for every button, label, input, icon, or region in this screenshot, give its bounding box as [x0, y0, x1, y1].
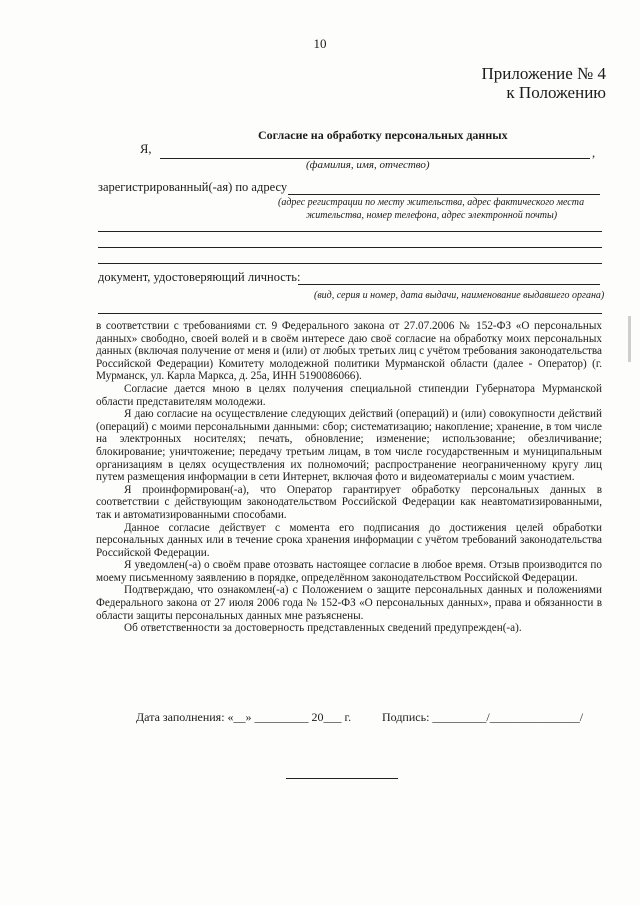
signature-field[interactable]: Подпись: _________/_______________/ — [382, 710, 584, 724]
document-field-line-1[interactable] — [298, 284, 600, 285]
address-label: зарегистрированный(-ая) по адресу — [98, 180, 288, 194]
paragraph-guarantee: Я проинформирован(-а), что Оператор гарантирует обработку персональных данных в соответствии с действующим законодательством Российской Федерации как неавтоматизированными, так и автоматизированными способами. — [96, 483, 602, 521]
address-hint-2: жительства, номер телефона, адрес электронной почты) — [306, 210, 558, 221]
page-number: 10 — [313, 36, 327, 51]
address-field-line-3[interactable] — [98, 247, 602, 248]
paragraph-actions: Я даю согласие на осуществление следующих действий (операций) и (или) совокупности действий (операций) с моими персональными данными: сбор; систематизацию; накопление; хранение, в том числе на электронных носителях; печать, обновление; изменение; использование; обезличивание; блокирование; уничтожение; передачу третьим лицам, в том числе государственным и муниципальным организациям в целях осуществления их полномочий; распространение неограниченному кругу лиц путем размещения информации в сети Интернет, включая фото и видеоматериалы с моим участием. — [96, 408, 602, 484]
document-hint: (вид, серия и номер, дата выдачи, наименование выдавшего органа) — [314, 290, 605, 301]
paragraph-revocation: Я уведомлен(-а) о своём праве отозвать настоящее согласие в любое время. Отзыв производится по моему письменному заявлению в порядке, определённом законодательством Российской Федерации. — [96, 559, 602, 584]
paragraph-purpose: Согласие дается мною в целях получения специальной стипендии Губернатора Мурманской области представителям молодежи. — [96, 382, 602, 408]
document-field-line-2[interactable] — [98, 313, 602, 314]
scan-mark — [628, 316, 631, 362]
paragraph-confirmation: Подтверждаю, что ознакомлен(-а) с Положением о защите персональных данных и положениями Федерального закона от 27 июля 2006 года № 152-ФЗ «О персональных данных», права и обязанности в области защиты персональных данных мне разъяснены. — [96, 584, 602, 622]
date-field[interactable]: Дата заполнения: «__» _________ 20___ г. — [136, 710, 352, 724]
closing-rule — [286, 778, 398, 779]
name-label: Я, — [140, 142, 152, 156]
consent-body — [96, 320, 602, 635]
name-hint: (фамилия, имя, отчество) — [306, 159, 430, 171]
appendix-reference: к Положению — [506, 83, 606, 102]
address-field-line-2[interactable] — [98, 231, 602, 232]
paragraph-legal-basis: в соответствии с требованиями ст. 9 Федерального закона от 27.07.2006 № 152-ФЗ «О персональных данных» свободно, своей волей и в своём интересе даю своё согласие на обработку моих персональных данных (включая получение от меня и (или) от любых третьих лиц с учётом требования законодательства Российской Федерации) Комитету молодежной политики Мурманской области (далее - Оператор) (г. Мурманск, ул. Карла Маркса, д. 25а, ИНН 5190086066). — [96, 320, 602, 383]
form-title: Согласие на обработку персональных данных — [258, 128, 508, 142]
paragraph-validity: Данное согласие действует с момента его подписания до достижения целей обработки персональных данных или в течение срока хранения информации с учётом требований законодательства Российской Федерации. — [96, 521, 602, 559]
appendix-number: Приложение № 4 — [481, 64, 606, 83]
address-field-line-1[interactable] — [288, 194, 600, 195]
paragraph-responsibility: Об ответственности за достоверность представленных сведений предупрежден(-а). — [124, 622, 522, 635]
address-hint-1: (адрес регистрации по месту жительства, адрес фактического места — [278, 197, 585, 208]
address-field-line-4[interactable] — [98, 263, 602, 264]
document-label: документ, удостоверяющий личность: — [98, 270, 301, 284]
name-comma: , — [592, 146, 596, 160]
